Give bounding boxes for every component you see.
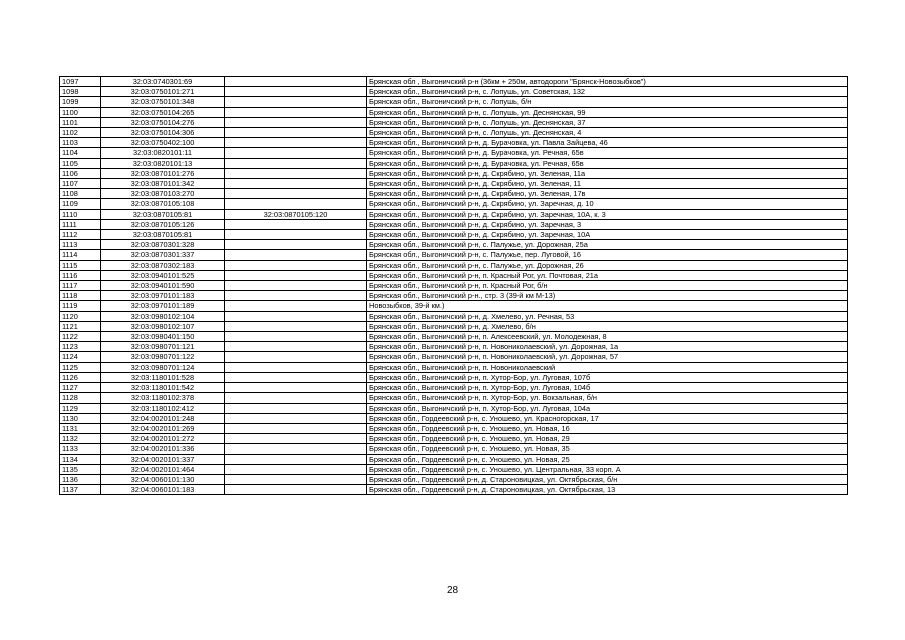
old-cadastral-number-cell [225, 230, 367, 240]
cadastral-number-cell: 32:03:0750402:100 [101, 138, 225, 148]
cadastral-number-cell: 32:03:0870103:270 [101, 189, 225, 199]
table-row [60, 230, 848, 240]
old-cadastral-number-cell [225, 485, 367, 495]
table-row [60, 270, 848, 280]
cadastral-number-cell: 32:03:0870302:183 [101, 260, 225, 270]
old-cadastral-number-cell [225, 332, 367, 342]
row-number-cell: 1100 [60, 107, 101, 117]
old-cadastral-number-cell [225, 474, 367, 484]
address-cell: Брянская обл., Гордеевский р-н, с. Уношево, ул. Новая, 25 [367, 454, 848, 464]
cadastral-number-cell: 32:03:0740301:69 [101, 77, 225, 87]
row-number-cell: 1110 [60, 209, 101, 219]
cadastral-number-cell: 32:04:0060101:183 [101, 485, 225, 495]
old-cadastral-number-cell [225, 454, 367, 464]
row-number-cell: 1106 [60, 168, 101, 178]
address-cell: Брянская обл., Выгоничский р-н, п. Красный Рог, ул. Почтовая, 21а [367, 270, 848, 280]
cadastral-number-cell: 32:03:0970101:183 [101, 291, 225, 301]
row-number-cell: 1124 [60, 352, 101, 362]
row-number-cell: 1121 [60, 321, 101, 331]
row-number-cell: 1098 [60, 87, 101, 97]
cadastral-number-cell: 32:03:0750104:306 [101, 128, 225, 138]
old-cadastral-number-cell [225, 444, 367, 454]
cadastral-number-cell: 32:03:0940101:525 [101, 270, 225, 280]
table-row [60, 260, 848, 270]
table-row [60, 87, 848, 97]
row-number-cell: 1118 [60, 291, 101, 301]
address-cell: Брянская обл., Гордеевский р-н, д. Староновицкая, ул. Октябрьская, б/н [367, 474, 848, 484]
cadastral-number-cell: 32:03:1180101:528 [101, 372, 225, 382]
old-cadastral-number-cell [225, 148, 367, 158]
table-row [60, 291, 848, 301]
cadastral-number-cell: 32:03:0870105:126 [101, 219, 225, 229]
address-cell: Брянская обл., Выгоничский р-н, п. Новониколаевский, ул. Дорожная, 57 [367, 352, 848, 362]
address-cell: Брянская обл., Гордеевский р-н, с. Уношево, ул. Новая, 35 [367, 444, 848, 454]
row-number-cell: 1104 [60, 148, 101, 158]
old-cadastral-number-cell [225, 311, 367, 321]
table-row [60, 352, 848, 362]
row-number-cell: 1107 [60, 179, 101, 189]
cadastral-number-cell: 32:03:0870301:337 [101, 250, 225, 260]
table-row [60, 423, 848, 433]
old-cadastral-number-cell [225, 362, 367, 372]
row-number-cell: 1125 [60, 362, 101, 372]
old-cadastral-number-cell [225, 189, 367, 199]
cadastral-number-cell: 32:03:1180102:378 [101, 393, 225, 403]
cadastral-number-cell: 32:03:0870105:108 [101, 199, 225, 209]
table-row [60, 158, 848, 168]
table-row [60, 107, 848, 117]
row-number-cell: 1128 [60, 393, 101, 403]
table-row [60, 362, 848, 372]
table-row [60, 199, 848, 209]
address-cell: Брянская обл., Выгоничский р-н, п. Новониколаевский, ул. Дорожная, 1а [367, 342, 848, 352]
row-number-cell: 1123 [60, 342, 101, 352]
cadastral-number-cell: 32:03:0750104:265 [101, 107, 225, 117]
cadastral-number-cell: 32:03:0870105:81 [101, 230, 225, 240]
cadastral-number-cell: 32:03:0980102:104 [101, 311, 225, 321]
row-number-cell: 1134 [60, 454, 101, 464]
row-number-cell: 1119 [60, 301, 101, 311]
address-cell: Брянская обл., Гордеевский р-н, д. Староновицкая, ул. Октябрьская, 13 [367, 485, 848, 495]
address-cell: Брянская обл., Выгоничский р-н, с. Палужье, пер. Луговой, 16 [367, 250, 848, 260]
address-cell: Брянская обл., Выгоничский р-н, п. Хутор-Бор, ул. Луговая, 107б [367, 372, 848, 382]
row-number-cell: 1103 [60, 138, 101, 148]
row-number-cell: 1102 [60, 128, 101, 138]
cadastral-number-cell: 32:03:0980102:107 [101, 321, 225, 331]
row-number-cell: 1126 [60, 372, 101, 382]
table-row [60, 117, 848, 127]
cadastral-number-cell: 32:03:0820101:11 [101, 148, 225, 158]
address-cell: Брянская обл., Выгоничский р-н, п. Хутор-Бор, ул. Луговая, 104б [367, 383, 848, 393]
row-number-cell: 1137 [60, 485, 101, 495]
address-cell: Брянская обл., Выгоничский р-н, д. Бурачовка, ул. Павла Зайцева, 46 [367, 138, 848, 148]
address-cell: Брянская обл., Выгоничский р-н, п. Хутор-Бор, ул. Вокзальная, б/н [367, 393, 848, 403]
row-number-cell: 1131 [60, 423, 101, 433]
address-cell: Брянская обл., Выгоничский р-н, д. Хмелево, ул. Речная, 53 [367, 311, 848, 321]
cadastral-number-cell: 32:04:0020101:269 [101, 423, 225, 433]
cadastral-table [59, 76, 848, 495]
address-cell: Брянская обл., Выгоничский р-н, д. Бурачовка, ул. Речная, 65в [367, 158, 848, 168]
row-number-cell: 1132 [60, 434, 101, 444]
cadastral-number-cell: 32:04:0020101:248 [101, 413, 225, 423]
cadastral-number-cell: 32:03:0870105:81 [101, 209, 225, 219]
cadastral-number-cell: 32:03:0970101:189 [101, 301, 225, 311]
table-row [60, 148, 848, 158]
table-row [60, 240, 848, 250]
table-row [60, 179, 848, 189]
address-cell: Брянская обл., Выгоничский р-н, д. Скрябино, ул. Заречная, 10А, к. 3 [367, 209, 848, 219]
address-cell: Брянская обл., Гордеевский р-н, с. Уношево, ул. Красногорская, 17 [367, 413, 848, 423]
old-cadastral-number-cell [225, 168, 367, 178]
old-cadastral-number-cell [225, 423, 367, 433]
cadastral-number-cell: 32:04:0060101:130 [101, 474, 225, 484]
address-cell: Брянская обл., Выгоничский р-н, п. Хутор-Бор, ул. Луговая, 104а [367, 403, 848, 413]
row-number-cell: 1097 [60, 77, 101, 87]
address-cell: Брянская обл., Выгоничский р-н, с. Лопушь, б/н [367, 97, 848, 107]
address-cell: Брянская обл., Выгоничский р-н, с. Палужье, ул. Дорожная, 26 [367, 260, 848, 270]
cadastral-number-cell: 32:03:0870101:276 [101, 168, 225, 178]
table-row [60, 311, 848, 321]
row-number-cell: 1101 [60, 117, 101, 127]
row-number-cell: 1099 [60, 97, 101, 107]
row-number-cell: 1122 [60, 332, 101, 342]
address-cell: Брянская обл., Выгоничский р-н, д. Скрябино, ул. Заречная, 3 [367, 219, 848, 229]
table-row [60, 444, 848, 454]
row-number-cell: 1133 [60, 444, 101, 454]
old-cadastral-number-cell [225, 434, 367, 444]
cadastral-number-cell: 32:04:0020101:336 [101, 444, 225, 454]
table-row [60, 485, 848, 495]
table-row [60, 189, 848, 199]
old-cadastral-number-cell [225, 464, 367, 474]
old-cadastral-number-cell [225, 383, 367, 393]
old-cadastral-number-cell [225, 117, 367, 127]
table-row [60, 209, 848, 219]
row-number-cell: 1136 [60, 474, 101, 484]
old-cadastral-number-cell [225, 128, 367, 138]
table-row [60, 77, 848, 87]
address-cell: Новозыбков, 39-й км.) [367, 301, 848, 311]
old-cadastral-number-cell [225, 342, 367, 352]
cadastral-number-cell: 32:03:0870101:342 [101, 179, 225, 189]
address-cell: Брянская обл , Выгоничский р-н (36км + 250м, автодороги "Брянск-Новозыбков") [367, 77, 848, 87]
address-cell: Брянская обл., Выгоничский р-н., стр. 3 (39-й км М-13) [367, 291, 848, 301]
address-cell: Брянская обл., Выгоничский р-н, д. Бурачовка, ул. Речная, 65в [367, 148, 848, 158]
old-cadastral-number-cell [225, 281, 367, 291]
address-cell: Брянская обл., Выгоничский р-н, д. Хмелево, б/н [367, 321, 848, 331]
old-cadastral-number-cell [225, 260, 367, 270]
old-cadastral-number-cell [225, 199, 367, 209]
table-row [60, 454, 848, 464]
row-number-cell: 1127 [60, 383, 101, 393]
old-cadastral-number-cell [225, 219, 367, 229]
address-cell: Брянская обл., Гордеевский р-н, с. Уношево, ул. Новая, 16 [367, 423, 848, 433]
old-cadastral-number-cell [225, 301, 367, 311]
table-row [60, 464, 848, 474]
cadastral-number-cell: 32:03:0750101:271 [101, 87, 225, 97]
old-cadastral-number-cell [225, 97, 367, 107]
old-cadastral-number-cell [225, 107, 367, 117]
old-cadastral-number-cell [225, 403, 367, 413]
table-body [60, 77, 848, 495]
row-number-cell: 1120 [60, 311, 101, 321]
address-cell: Брянская обл., Выгоничский р-н, д. Скрябино, ул. Зеленая, 17в [367, 189, 848, 199]
old-cadastral-number-cell [225, 270, 367, 280]
old-cadastral-number-cell [225, 291, 367, 301]
address-cell: Брянская обл., Выгоничский р-н, п. Красный Рог, б/н [367, 281, 848, 291]
old-cadastral-number-cell [225, 372, 367, 382]
address-cell: Брянская обл., Гордеевский р-н, с. Уношево, ул. Центральная, 33 корп. А [367, 464, 848, 474]
table-row [60, 97, 848, 107]
old-cadastral-number-cell [225, 393, 367, 403]
row-number-cell: 1114 [60, 250, 101, 260]
address-cell: Брянская обл., Выгоничский р-н, с. Лопушь, ул. Деснянская, 99 [367, 107, 848, 117]
table-row [60, 372, 848, 382]
table-row [60, 332, 848, 342]
address-cell: Брянская обл., Выгоничский р-н, п. Новониколаевский [367, 362, 848, 372]
table-row [60, 219, 848, 229]
old-cadastral-number-cell [225, 250, 367, 260]
table-row [60, 128, 848, 138]
address-cell: Брянская обл., Выгоничский р-н, с. Лопушь, ул. Деснянская, 37 [367, 117, 848, 127]
row-number-cell: 1116 [60, 270, 101, 280]
old-cadastral-number-cell [225, 240, 367, 250]
table-row [60, 474, 848, 484]
old-cadastral-number-cell [225, 413, 367, 423]
old-cadastral-number-cell [225, 179, 367, 189]
cadastral-number-cell: 32:03:0980701:124 [101, 362, 225, 372]
cadastral-number-cell: 32:03:0980701:122 [101, 352, 225, 362]
cadastral-number-cell: 32:03:0750104:276 [101, 117, 225, 127]
address-cell: Брянская обл., Выгоничский р-н, п. Алексеевский, ул. Молодежная, 8 [367, 332, 848, 342]
old-cadastral-number-cell [225, 138, 367, 148]
cadastral-number-cell: 32:03:0980701:121 [101, 342, 225, 352]
old-cadastral-number-cell [225, 321, 367, 331]
old-cadastral-number-cell [225, 352, 367, 362]
table-row [60, 383, 848, 393]
cadastral-number-cell: 32:03:1180101:542 [101, 383, 225, 393]
table-row [60, 281, 848, 291]
address-cell: Брянская обл., Выгоничский р-н, с. Лопушь, ул. Советская, 132 [367, 87, 848, 97]
table-row [60, 321, 848, 331]
page-number: 28 [446, 585, 459, 596]
row-number-cell: 1115 [60, 260, 101, 270]
cadastral-number-cell: 32:03:0940101:590 [101, 281, 225, 291]
table-row [60, 138, 848, 148]
table-row [60, 393, 848, 403]
cadastral-number-cell: 32:03:0870301:328 [101, 240, 225, 250]
table-row [60, 413, 848, 423]
row-number-cell: 1113 [60, 240, 101, 250]
address-cell: Брянская обл., Гордеевский р-н, с. Уношево, ул. Новая, 29 [367, 434, 848, 444]
table-row [60, 168, 848, 178]
cadastral-number-cell: 32:03:1180102:412 [101, 403, 225, 413]
cadastral-number-cell: 32:03:0980401:150 [101, 332, 225, 342]
row-number-cell: 1130 [60, 413, 101, 423]
table-row [60, 342, 848, 352]
row-number-cell: 1129 [60, 403, 101, 413]
old-cadastral-number-cell [225, 158, 367, 168]
cadastral-number-cell: 32:04:0020101:337 [101, 454, 225, 464]
old-cadastral-number-cell [225, 87, 367, 97]
address-cell: Брянская обл., Выгоничский р-н, д. Скрябино, ул. Заречная, д. 10 [367, 199, 848, 209]
row-number-cell: 1112 [60, 230, 101, 240]
cadastral-number-cell: 32:03:0820101:13 [101, 158, 225, 168]
table-row [60, 301, 848, 311]
cadastral-number-cell: 32:04:0020101:464 [101, 464, 225, 474]
row-number-cell: 1135 [60, 464, 101, 474]
table-row [60, 250, 848, 260]
row-number-cell: 1108 [60, 189, 101, 199]
table-row [60, 403, 848, 413]
address-cell: Брянская обл., Выгоничский р-н, с. Лопушь, ул. Деснянская, 4 [367, 128, 848, 138]
old-cadastral-number-cell: 32:03:0870105:120 [225, 209, 367, 219]
cadastral-number-cell: 32:04:0020101:272 [101, 434, 225, 444]
row-number-cell: 1111 [60, 219, 101, 229]
address-cell: Брянская обл., Выгоничский р-н, д. Скрябино, ул. Зеленая, 11 [367, 179, 848, 189]
address-cell: Брянская обл., Выгоничский р-н, д. Скрябино, ул. Заречная, 10А [367, 230, 848, 240]
table-row [60, 434, 848, 444]
address-cell: Брянская обл., Выгоничский р-н, д. Скрябино, ул. Зеленая, 11а [367, 168, 848, 178]
row-number-cell: 1105 [60, 158, 101, 168]
cadastral-number-cell: 32:03:0750101:348 [101, 97, 225, 107]
row-number-cell: 1109 [60, 199, 101, 209]
old-cadastral-number-cell [225, 77, 367, 87]
address-cell: Брянская обл., Выгоничский р-н, с. Палужье, ул. Дорожная, 25а [367, 240, 848, 250]
row-number-cell: 1117 [60, 281, 101, 291]
